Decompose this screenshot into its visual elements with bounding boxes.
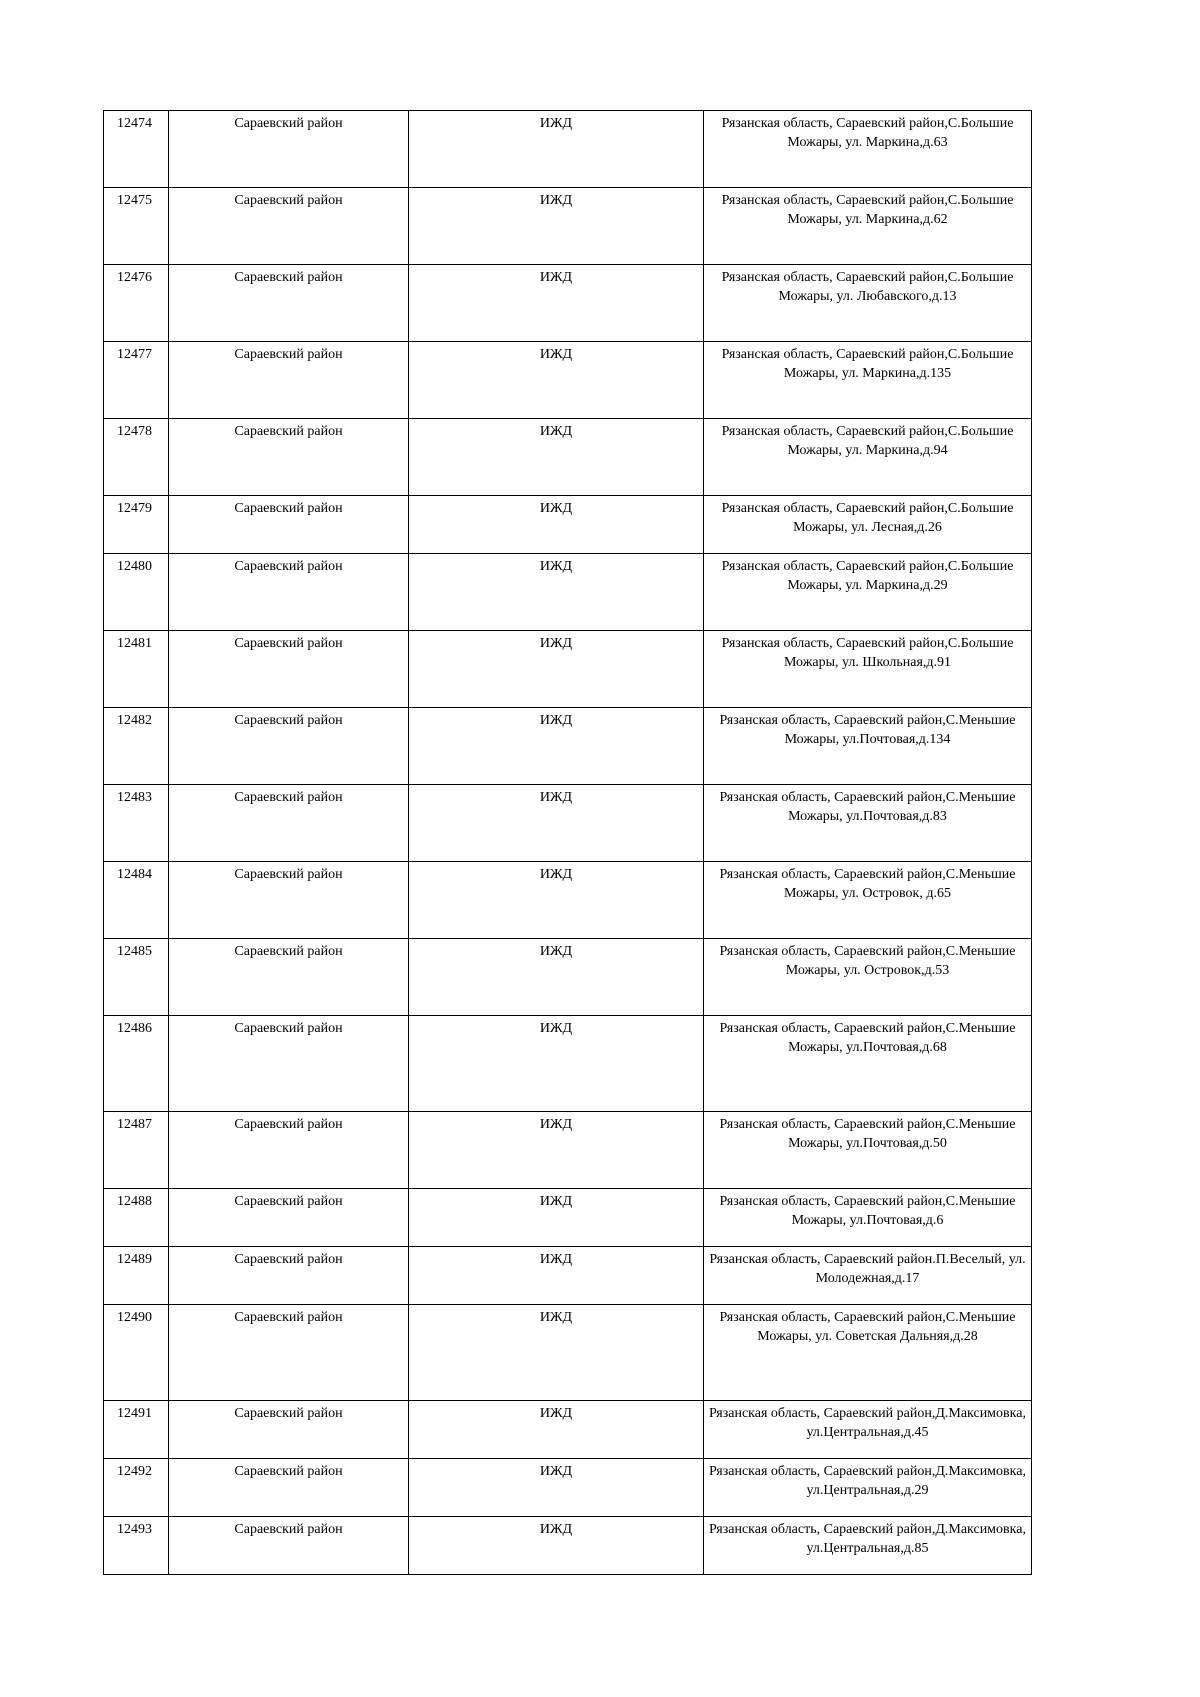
row-id-cell: 12478 <box>104 419 169 496</box>
address-cell: Рязанская область, Сараевский район,С.Большие Можары, ул. Маркина,д.94 <box>704 419 1032 496</box>
table-body <box>104 111 1032 1575</box>
housing-type-cell: ИЖД <box>409 1016 704 1112</box>
housing-type-cell: ИЖД <box>409 1401 704 1459</box>
district-cell: Сараевский район <box>169 1112 409 1189</box>
housing-type-cell: ИЖД <box>409 188 704 265</box>
district-cell: Сараевский район <box>169 111 409 188</box>
address-cell: Рязанская область, Сараевский район,С.Большие Можары, ул. Маркина,д.135 <box>704 342 1032 419</box>
housing-type-cell: ИЖД <box>409 939 704 1016</box>
address-cell: Рязанская область, Сараевский район,С.Большие Можары, ул. Маркина,д.63 <box>704 111 1032 188</box>
housing-type-cell: ИЖД <box>409 419 704 496</box>
address-cell: Рязанская область, Сараевский район,С.Меньшие Можары, ул.Почтовая,д.50 <box>704 1112 1032 1189</box>
district-cell: Сараевский район <box>169 554 409 631</box>
row-id-cell: 12484 <box>104 862 169 939</box>
address-cell: Рязанская область, Сараевский район,С.Большие Можары, ул. Школьная,д.91 <box>704 631 1032 708</box>
address-cell: Рязанская область, Сараевский район,Д.Максимовка, ул.Центральная,д.85 <box>704 1517 1032 1575</box>
address-cell: Рязанская область, Сараевский район,С.Меньшие Можары, ул.Почтовая,д.6 <box>704 1189 1032 1247</box>
district-cell: Сараевский район <box>169 1401 409 1459</box>
table-row <box>104 785 1032 862</box>
table-row <box>104 1016 1032 1112</box>
row-id-cell: 12489 <box>104 1247 169 1305</box>
row-id-cell: 12475 <box>104 188 169 265</box>
district-cell: Сараевский район <box>169 188 409 265</box>
district-cell: Сараевский район <box>169 1459 409 1517</box>
address-cell: Рязанская область, Сараевский район,С.Меньшие Можары, ул.Почтовая,д.68 <box>704 1016 1032 1112</box>
housing-type-cell: ИЖД <box>409 1459 704 1517</box>
housing-type-cell: ИЖД <box>409 862 704 939</box>
table-row <box>104 708 1032 785</box>
housing-type-cell: ИЖД <box>409 631 704 708</box>
row-id-cell: 12492 <box>104 1459 169 1517</box>
district-cell: Сараевский район <box>169 1305 409 1401</box>
row-id-cell: 12474 <box>104 111 169 188</box>
district-cell: Сараевский район <box>169 939 409 1016</box>
address-cell: Рязанская область, Сараевский район,С.Меньшие Можары, ул. Островок, д.65 <box>704 862 1032 939</box>
district-cell: Сараевский район <box>169 862 409 939</box>
table-row <box>104 554 1032 631</box>
housing-type-cell: ИЖД <box>409 1305 704 1401</box>
address-cell: Рязанская область, Сараевский район,Д.Максимовка, ул.Центральная,д.45 <box>704 1401 1032 1459</box>
table-row <box>104 1459 1032 1517</box>
table-row <box>104 496 1032 554</box>
table-row <box>104 1517 1032 1575</box>
row-id-cell: 12476 <box>104 265 169 342</box>
district-cell: Сараевский район <box>169 265 409 342</box>
property-table <box>103 110 1032 1575</box>
address-cell: Рязанская область, Сараевский район,Д.Максимовка, ул.Центральная,д.29 <box>704 1459 1032 1517</box>
table-row <box>104 939 1032 1016</box>
address-cell: Рязанская область, Сараевский район,С.Большие Можары, ул. Маркина,д.29 <box>704 554 1032 631</box>
table-row <box>104 1401 1032 1459</box>
address-cell: Рязанская область, Сараевский район,С.Меньшие Можары, ул.Почтовая,д.83 <box>704 785 1032 862</box>
table-row <box>104 419 1032 496</box>
district-cell: Сараевский район <box>169 1517 409 1575</box>
address-cell: Рязанская область, Сараевский район,С.Меньшие Можары, ул. Островок,д.53 <box>704 939 1032 1016</box>
row-id-cell: 12483 <box>104 785 169 862</box>
table-row <box>104 111 1032 188</box>
table-row <box>104 265 1032 342</box>
district-cell: Сараевский район <box>169 1189 409 1247</box>
row-id-cell: 12490 <box>104 1305 169 1401</box>
address-cell: Рязанская область, Сараевский район,С.Меньшие Можары, ул.Почтовая,д.134 <box>704 708 1032 785</box>
housing-type-cell: ИЖД <box>409 785 704 862</box>
table-row <box>104 862 1032 939</box>
housing-type-cell: ИЖД <box>409 111 704 188</box>
row-id-cell: 12493 <box>104 1517 169 1575</box>
district-cell: Сараевский район <box>169 419 409 496</box>
housing-type-cell: ИЖД <box>409 1112 704 1189</box>
housing-type-cell: ИЖД <box>409 342 704 419</box>
row-id-cell: 12488 <box>104 1189 169 1247</box>
table-row <box>104 342 1032 419</box>
housing-type-cell: ИЖД <box>409 496 704 554</box>
district-cell: Сараевский район <box>169 1016 409 1112</box>
district-cell: Сараевский район <box>169 785 409 862</box>
row-id-cell: 12480 <box>104 554 169 631</box>
row-id-cell: 12477 <box>104 342 169 419</box>
table-row <box>104 1305 1032 1401</box>
district-cell: Сараевский район <box>169 1247 409 1305</box>
row-id-cell: 12486 <box>104 1016 169 1112</box>
district-cell: Сараевский район <box>169 342 409 419</box>
address-cell: Рязанская область, Сараевский район,С.Большие Можары, ул. Маркина,д.62 <box>704 188 1032 265</box>
housing-type-cell: ИЖД <box>409 1189 704 1247</box>
row-id-cell: 12479 <box>104 496 169 554</box>
housing-type-cell: ИЖД <box>409 265 704 342</box>
district-cell: Сараевский район <box>169 496 409 554</box>
table-row <box>104 188 1032 265</box>
address-cell: Рязанская область, Сараевский район,С.Меньшие Можары, ул. Советская Дальняя,д.28 <box>704 1305 1032 1401</box>
table-row <box>104 1112 1032 1189</box>
address-cell: Рязанская область, Сараевский район.П.Веселый, ул. Молодежная,д.17 <box>704 1247 1032 1305</box>
table-row <box>104 631 1032 708</box>
row-id-cell: 12487 <box>104 1112 169 1189</box>
housing-type-cell: ИЖД <box>409 1517 704 1575</box>
table-row <box>104 1189 1032 1247</box>
housing-type-cell: ИЖД <box>409 554 704 631</box>
row-id-cell: 12482 <box>104 708 169 785</box>
table-row <box>104 1247 1032 1305</box>
row-id-cell: 12491 <box>104 1401 169 1459</box>
address-cell: Рязанская область, Сараевский район,С.Большие Можары, ул. Любавского,д.13 <box>704 265 1032 342</box>
housing-type-cell: ИЖД <box>409 708 704 785</box>
address-cell: Рязанская область, Сараевский район,С.Большие Можары, ул. Лесная,д.26 <box>704 496 1032 554</box>
housing-type-cell: ИЖД <box>409 1247 704 1305</box>
district-cell: Сараевский район <box>169 708 409 785</box>
row-id-cell: 12485 <box>104 939 169 1016</box>
row-id-cell: 12481 <box>104 631 169 708</box>
district-cell: Сараевский район <box>169 631 409 708</box>
